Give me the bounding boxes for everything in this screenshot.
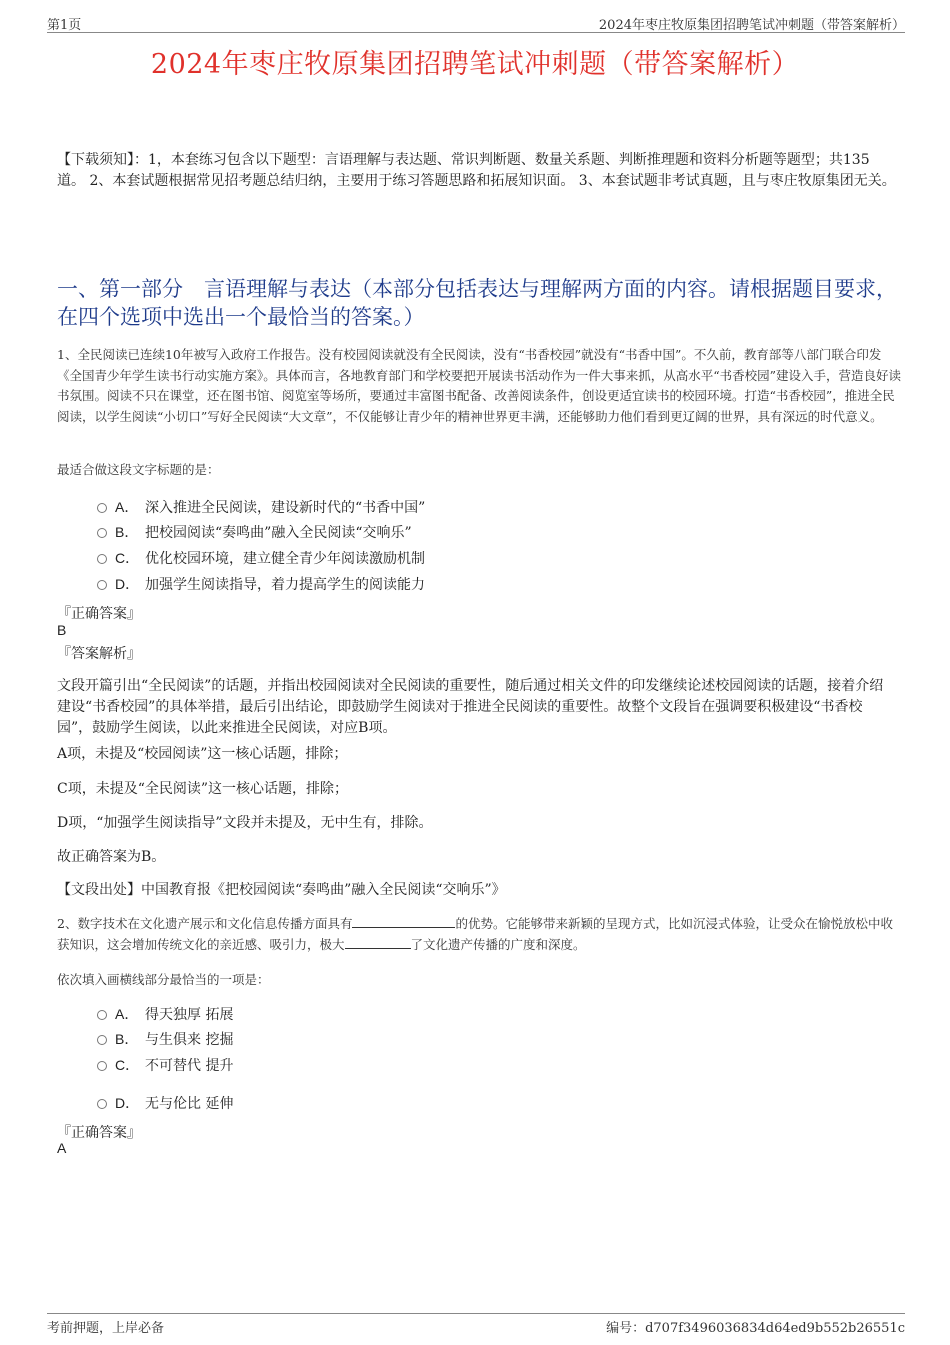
q1-option-b[interactable]: B． 把校园阅读“奏鸣曲”融入全民阅读“交响乐” xyxy=(97,521,412,543)
question-2-prompt: 依次填入画横线部分最恰当的一项是： xyxy=(57,972,270,987)
fill-blank-1[interactable] xyxy=(352,915,455,928)
q2-option-d[interactable]: D． 无与伦比 延伸 xyxy=(97,1092,233,1114)
download-notice: 【下载须知】：1，本套练习包含以下题型：言语理解与表达题、常识判断题、数量关系题、判断推理题和资料分析题等题型；共135道。 2、本套试题根据常见招考题总结归纳，主要用于练习答题思路和拓展知识面。 3、本套试题非考试真题，且与枣庄牧原集团无关。 xyxy=(57,152,896,189)
radio-icon[interactable] xyxy=(97,1099,107,1109)
radio-icon[interactable] xyxy=(97,528,107,538)
q1-option-c[interactable]: C． 优化校园环境，建立健全青少年阅读激励机制 xyxy=(97,547,425,569)
question-1-text: 1、全民阅读已连续10年被写入政府工作报告。没有校园阅读就没有全民阅读，没有“书香校园”就没有“书香中国”。不久前，教育部等八部门联合印发《全国青少年学生读书行动实施方案》。具体而言，各地教育部门和学校要把开展读书活动作为一件大事来抓，从高水平“书香校园”建设入手，营造良好读书氛围。阅读不只在课堂，还在图书馆、阅览室等场所，要通过丰富图书配备、改善阅读条件，创设更适宜读书的校园环境。打造“书香校园”，推进全民阅读，以学生阅读“小切口”写好全民阅读“大文章”，不仅能够让青少年的精神世界更丰满，还能够助力他们看到更辽阔的世界，具有深远的时代意义。 xyxy=(57,347,902,424)
q1-option-a[interactable]: A． 深入推进全民阅读，建设新时代的“书香中国” xyxy=(97,496,425,518)
q1-analysis-c: C项，未提及“全民阅读”这一核心话题，排除； xyxy=(57,781,349,797)
q2-option-b[interactable]: B． 与生俱来 挖掘 xyxy=(97,1028,233,1050)
section-heading: 一、第一部分 言语理解与表达（本部分包括表达与理解两方面的内容。请根据题目要求，在四个选项中选出一个最恰当的答案。） xyxy=(57,277,897,329)
radio-icon[interactable] xyxy=(97,1061,107,1071)
page-number: 第1页 xyxy=(47,18,82,33)
q1-source: 【文段出处】中国教育报《把校园阅读“奏鸣曲”融入全民阅读“交响乐”》 xyxy=(57,882,506,898)
question-2-text: 2、数字技术在文化遗产展示和文化信息传播方面具有 的优势。它能够带来新颖的呈现方式，比如沉浸式体验，让受众在愉悦放松中收获知识，这会增加传统文化的亲近感、吸引力，极大 了文化遗产传播的广度和深度。 xyxy=(57,916,893,952)
radio-icon[interactable] xyxy=(97,1035,107,1045)
q2-answer: A xyxy=(57,1140,67,1156)
q1-analysis-a: A项，未提及“校园阅读”这一核心话题，排除； xyxy=(57,746,348,762)
q1-analysis-d: D项，“加强学生阅读指导”文段并未提及，无中生有，排除。 xyxy=(57,815,433,831)
question-1-prompt: 最适合做这段文字标题的是： xyxy=(57,462,220,477)
q2-answer-label: 『正确答案』 xyxy=(57,1125,141,1141)
footer-slogan: 考前押题，上岸必备 xyxy=(47,1321,165,1336)
q1-answer-label: 『正确答案』 xyxy=(57,606,141,622)
fill-blank-2[interactable] xyxy=(345,936,411,949)
page-header xyxy=(47,12,905,33)
header-doc-title: 2024年枣庄牧原集团招聘笔试冲刺题（带答案解析） xyxy=(598,18,905,33)
radio-icon[interactable] xyxy=(97,580,107,590)
q2-option-c[interactable]: C． 不可替代 提升 xyxy=(97,1054,233,1076)
q1-analysis-main: 文段开篇引出“全民阅读”的话题，并指出校园阅读对全民阅读的重要性，随后通过相关文件的印发继续论述校园阅读的话题，接着介绍建设“书香校园”的具体举措，最后引出结论，即鼓励学生阅读对于推进全民阅读的重要性。故整个文段旨在强调要积极建设“书香校园”，鼓励学生阅读，以此来推进全民阅读，对应B项。 xyxy=(57,678,884,736)
q1-answer: B xyxy=(57,622,67,638)
radio-icon[interactable] xyxy=(97,554,107,564)
q1-analysis-conclusion: 故正确答案为B。 xyxy=(57,849,166,865)
radio-icon[interactable] xyxy=(97,503,107,513)
document-title: 2024年枣庄牧原集团招聘笔试冲刺题（带答案解析） xyxy=(150,49,800,80)
q2-option-a[interactable]: A． 得天独厚 拓展 xyxy=(97,1003,233,1025)
q1-analysis-label: 『答案解析』 xyxy=(57,646,141,662)
radio-icon[interactable] xyxy=(97,1010,107,1020)
footer-serial: 编号：d707f3496036834d64ed9b552b26551c xyxy=(606,1321,905,1336)
q1-option-d[interactable]: D． 加强学生阅读指导，着力提高学生的阅读能力 xyxy=(97,573,425,595)
page-footer xyxy=(47,1313,905,1336)
